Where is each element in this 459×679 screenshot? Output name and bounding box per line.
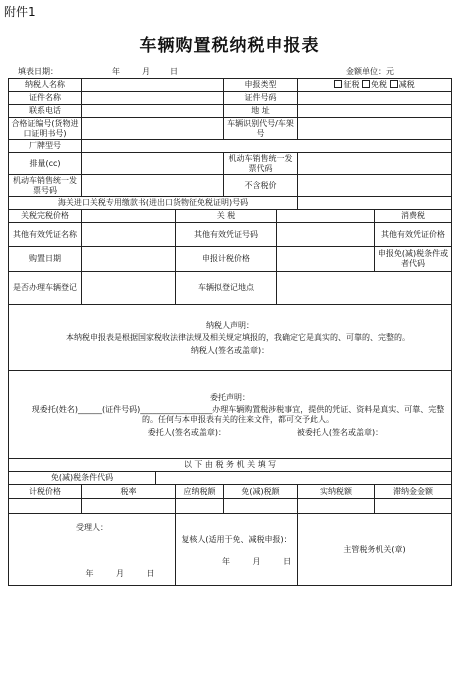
registration-field[interactable] bbox=[82, 272, 176, 305]
taxpayer-name-label: 纳税人名称 bbox=[9, 79, 82, 92]
tariff-field[interactable] bbox=[277, 210, 375, 223]
acceptor-day: 日 bbox=[146, 568, 155, 578]
customs-number-label: 海关进口关税专用缴款书(进出口货物征免税证明)号码 bbox=[9, 197, 298, 210]
acceptor-month: 月 bbox=[116, 568, 124, 578]
option-levy: 征税 bbox=[343, 80, 360, 89]
id-name-field[interactable] bbox=[82, 92, 224, 105]
address-label: 地 址 bbox=[224, 105, 298, 118]
fill-date-label: 填表日期： bbox=[18, 67, 58, 76]
model-field[interactable] bbox=[82, 140, 452, 153]
acceptor-cell bbox=[9, 514, 176, 586]
cell-tax-rate[interactable] bbox=[82, 499, 176, 514]
id-number-field[interactable] bbox=[298, 92, 452, 105]
exempt-code-label: 申报免(减)税条件或者代码 bbox=[375, 247, 452, 272]
declare-price-label: 申报计税价格 bbox=[176, 247, 277, 272]
invoice-code-field[interactable] bbox=[298, 153, 452, 175]
reviewer-year: 年 bbox=[221, 556, 230, 566]
id-number-label: 证件号码 bbox=[224, 92, 298, 105]
cell-exempt-amount[interactable] bbox=[224, 499, 298, 514]
declaration-heading: 纳税人声明： bbox=[206, 321, 255, 330]
cell-tax-due[interactable] bbox=[176, 499, 224, 514]
registration-label: 是否办理车辆登记 bbox=[9, 272, 82, 305]
vin-label: 车辆识别代号/车架号 bbox=[224, 118, 298, 140]
authority-cell bbox=[298, 514, 452, 586]
col-tax-due: 应纳税额 bbox=[176, 485, 224, 499]
proxy-sign-right: 被委托人(签名或盖章)： bbox=[296, 428, 384, 437]
option-exempt: 免税 bbox=[371, 80, 388, 89]
taxpayer-declaration bbox=[9, 305, 452, 371]
id-name-label: 证件名称 bbox=[9, 92, 82, 105]
address-field[interactable] bbox=[298, 105, 452, 118]
cell-tax-paid[interactable] bbox=[298, 499, 375, 514]
customs-price-field[interactable] bbox=[82, 210, 176, 223]
fill-date-month: 月 bbox=[142, 67, 150, 76]
cell-tax-price[interactable] bbox=[9, 499, 82, 514]
displacement-field[interactable] bbox=[82, 153, 224, 175]
declare-type-label: 申报类型 bbox=[224, 79, 298, 92]
other-cert-price-label: 其他有效凭证价格 bbox=[375, 223, 452, 247]
tax-office-heading: 以 下 由 税 务 机 关 填 写 bbox=[9, 459, 452, 472]
model-label: 厂牌型号 bbox=[9, 140, 82, 153]
checkbox-levy[interactable] bbox=[334, 80, 342, 88]
fill-date-year: 年 bbox=[112, 67, 120, 76]
displacement-label: 排量(cc) bbox=[9, 153, 82, 175]
taxpayer-name-field[interactable] bbox=[82, 79, 224, 92]
attachment-label: 附件1 bbox=[4, 5, 36, 19]
option-reduce: 减税 bbox=[398, 80, 415, 89]
reviewer-cell bbox=[176, 514, 298, 586]
cert-number-field[interactable] bbox=[82, 118, 224, 140]
amount-unit: 金额单位：元 bbox=[346, 67, 394, 76]
customs-number-field[interactable] bbox=[298, 197, 452, 210]
reviewer-label: 复核人(适用于免、减税申报)： bbox=[181, 534, 292, 544]
consumption-tax-label: 消费税 bbox=[375, 210, 452, 223]
phone-field[interactable] bbox=[82, 105, 224, 118]
proxy-declaration bbox=[9, 371, 452, 459]
acceptor-label: 受理人： bbox=[76, 522, 108, 532]
cell-late-fee[interactable] bbox=[375, 499, 452, 514]
invoice-number-field[interactable] bbox=[82, 175, 224, 197]
purchase-date-label: 购置日期 bbox=[9, 247, 82, 272]
tax-declaration-form bbox=[8, 78, 452, 586]
proxy-body: 现委托(姓名)______(证件号码)__________________办理车辆购置税涉税事宜，提供的凭证、资料是真实、可靠、完整的。任何与本申报表有关的往来文件，都可交予此人。 bbox=[31, 405, 445, 424]
customs-price-label: 关税完税价格 bbox=[9, 210, 82, 223]
register-place-field[interactable] bbox=[277, 272, 452, 305]
col-tax-rate: 税率 bbox=[82, 485, 176, 499]
other-cert-code-field[interactable] bbox=[82, 223, 176, 247]
invoice-number-label: 机动车销售统一发票号码 bbox=[9, 175, 82, 197]
declare-type-options bbox=[298, 79, 452, 92]
exempt-code-office-label: 免(减)税条件代码 bbox=[9, 472, 156, 485]
exempt-code-office-field[interactable] bbox=[156, 472, 452, 485]
register-place-label: 车辆拟登记地点 bbox=[176, 272, 277, 305]
price-no-tax-label: 不含税价 bbox=[224, 175, 298, 197]
proxy-sign-left: 委托人(签名或盖章)： bbox=[147, 428, 227, 437]
col-late-fee: 滞纳金金额 bbox=[375, 485, 452, 499]
checkbox-exempt[interactable] bbox=[362, 80, 370, 88]
declaration-body: 本纳税申报表是根据国家税收法律法规及相关规定填报的，我确定它是真实的、可靠的、完整的。 bbox=[66, 333, 411, 342]
col-tax-paid: 实纳税额 bbox=[298, 485, 375, 499]
other-cert-number-label: 其他有效凭证号码 bbox=[176, 223, 277, 247]
purchase-date-field[interactable] bbox=[82, 247, 176, 272]
acceptor-date bbox=[11, 569, 173, 579]
checkbox-reduce[interactable] bbox=[390, 80, 398, 88]
declare-price-field[interactable] bbox=[277, 247, 375, 272]
phone-label: 联系电话 bbox=[9, 105, 82, 118]
declaration-sign: 纳税人(签名或盖章)： bbox=[190, 346, 270, 355]
col-exempt-amount: 免(减)税额 bbox=[224, 485, 298, 499]
vin-field[interactable] bbox=[298, 118, 452, 140]
fill-date-day: 日 bbox=[170, 67, 178, 76]
reviewer-day: 日 bbox=[283, 556, 292, 566]
col-tax-price: 计税价格 bbox=[9, 485, 82, 499]
invoice-code-label: 机动车销售统一发票代码 bbox=[224, 153, 298, 175]
other-cert-number-field[interactable] bbox=[277, 223, 375, 247]
proxy-heading: 委托声明： bbox=[210, 393, 251, 402]
authority-label: 主管税务机关(章) bbox=[343, 544, 406, 554]
reviewer-date bbox=[178, 557, 295, 567]
acceptor-year: 年 bbox=[85, 568, 94, 578]
price-no-tax-field[interactable] bbox=[298, 175, 452, 197]
cert-number-label: 合格证编号(货物进口证明书号) bbox=[9, 118, 82, 140]
reviewer-month: 月 bbox=[252, 556, 261, 566]
other-cert-code-label: 其他有效凭证名称 bbox=[9, 223, 82, 247]
tariff-label: 关 税 bbox=[176, 210, 277, 223]
page-title: 车辆购置税纳税申报表 bbox=[139, 36, 320, 56]
